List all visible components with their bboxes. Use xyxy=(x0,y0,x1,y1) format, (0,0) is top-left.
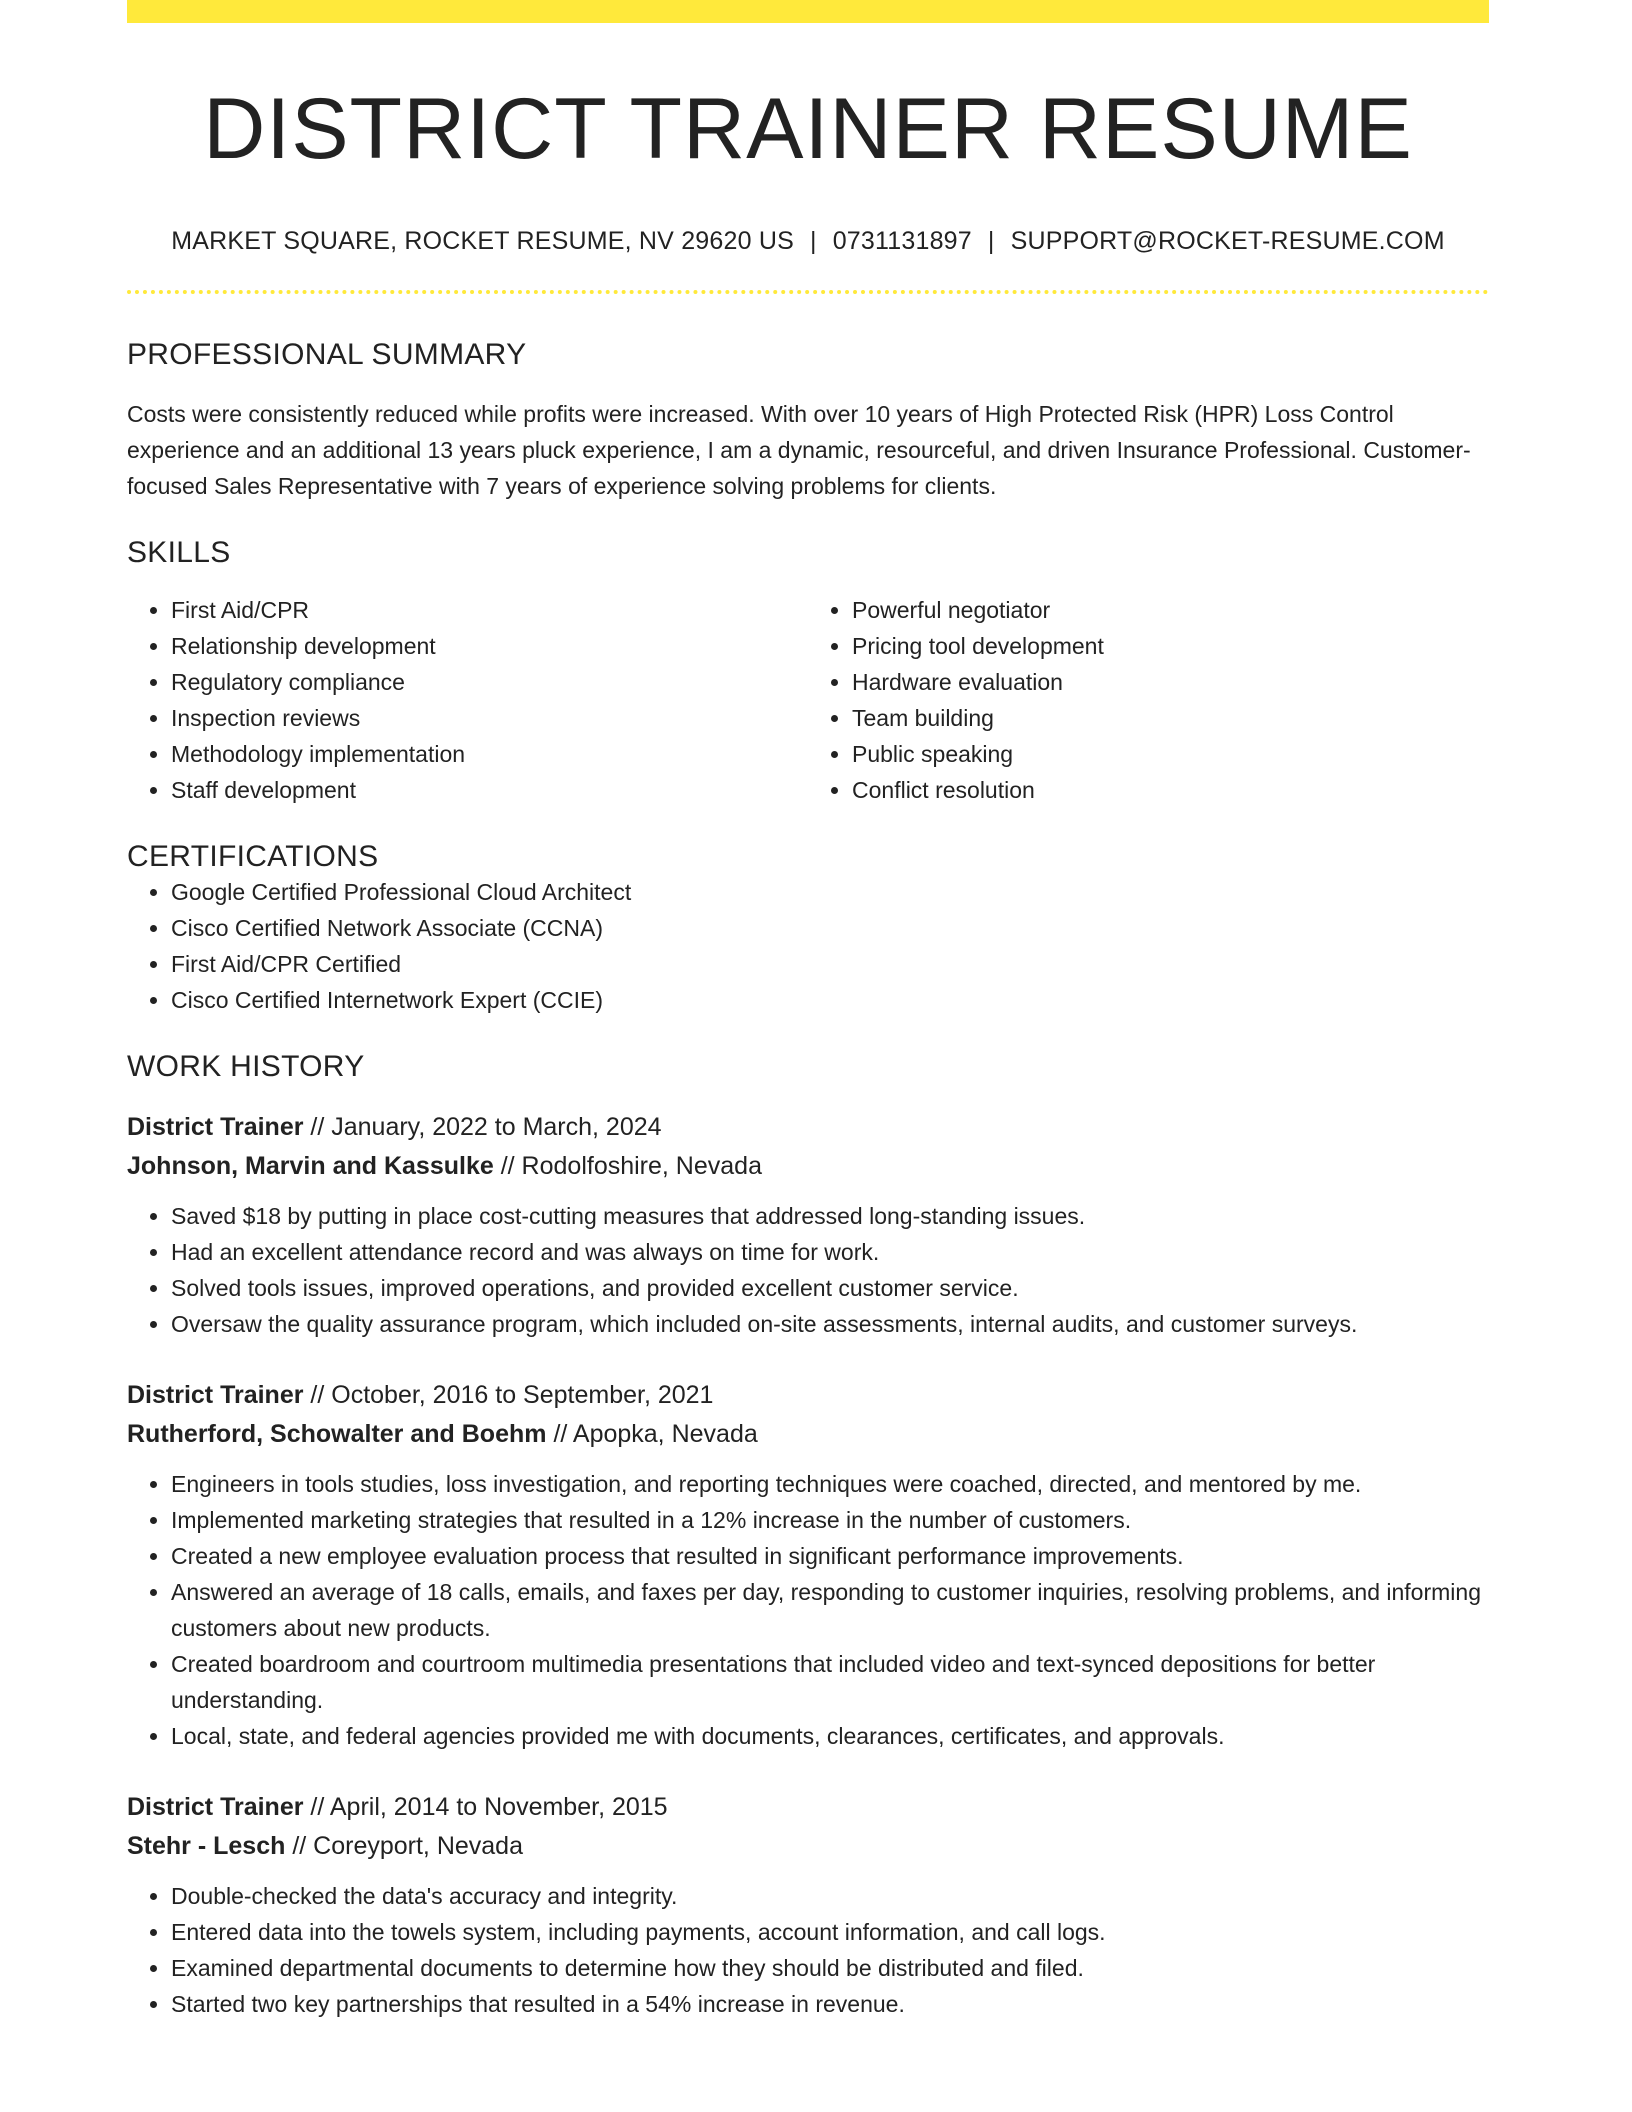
skills-grid xyxy=(127,592,1489,808)
job-bullet: • Local, state, and federal agencies provided me with documents, clearances, certificates, and approvals. xyxy=(171,1718,1489,1754)
job-bullet: • Double-checked the data's accuracy and integrity. xyxy=(171,1878,1489,1914)
job-bullets xyxy=(127,1198,1489,1342)
skill-item: • Team building xyxy=(852,700,1489,736)
job-bullets xyxy=(127,1466,1489,1754)
skill-item: • Regulatory compliance xyxy=(171,664,808,700)
contact-address: MARKET SQUARE, ROCKET RESUME, NV 29620 US xyxy=(171,226,794,255)
job-company: Stehr - Lesch xyxy=(127,1831,286,1860)
job-bullet: • Implemented marketing strategies that resulted in a 12% increase in the number of customers. xyxy=(171,1502,1489,1538)
contact-separator: | xyxy=(810,226,817,255)
summary-text: Costs were consistently reduced while profits were increased. With over 10 years of High Protected Risk (HPR) Loss Control experience and an additional 13 years pluck experience, I am a dynamic, resourceful, and driven Insurance Professional. Customer-focused Sales Representative with 7 years of experience solving problems for clients. xyxy=(127,400,1471,499)
contact-line xyxy=(127,227,1489,256)
certification-item: • Google Certified Professional Cloud Architect xyxy=(171,874,1489,910)
job-company-line xyxy=(127,1827,1489,1866)
certification-item: • Cisco Certified Internetwork Expert (CCIE) xyxy=(171,982,1489,1018)
job-dates: // January, 2022 to March, 2024 xyxy=(310,1112,662,1141)
job-company: Johnson, Marvin and Kassulke xyxy=(127,1151,494,1180)
contact-email: SUPPORT@ROCKET-RESUME.COM xyxy=(1010,226,1445,255)
contact-separator: | xyxy=(987,226,995,255)
skills-list-right xyxy=(808,592,1489,808)
job-location: // Rodolfoshire, Nevada xyxy=(500,1151,762,1180)
skill-item: • Hardware evaluation xyxy=(852,664,1489,700)
job-entry xyxy=(127,1788,1489,2022)
skills-heading: SKILLS xyxy=(127,535,231,569)
resume-title: DISTRICT TRAINER RESUME xyxy=(203,81,1413,177)
skill-item: • First Aid/CPR xyxy=(171,592,808,628)
accent-top-bar xyxy=(127,0,1489,23)
certification-item: • First Aid/CPR Certified xyxy=(171,946,1489,982)
work-history-heading: WORK HISTORY xyxy=(127,1049,365,1083)
dotted-divider xyxy=(127,290,1489,294)
resume-page xyxy=(127,0,1489,2022)
job-title-line xyxy=(127,1376,1489,1415)
job-title: District Trainer xyxy=(127,1792,304,1821)
job-bullet: • Entered data into the towels system, including payments, account information, and call logs. xyxy=(171,1914,1489,1950)
job-entry xyxy=(127,1108,1489,1342)
job-bullets xyxy=(127,1878,1489,2022)
job-title: District Trainer xyxy=(127,1112,304,1141)
job-title-line xyxy=(127,1788,1489,1827)
job-bullet: • Had an excellent attendance record and was always on time for work. xyxy=(171,1234,1489,1270)
job-title: District Trainer xyxy=(127,1380,304,1409)
job-bullet: • Created a new employee evaluation process that resulted in significant performance improvements. xyxy=(171,1538,1489,1574)
summary-heading: PROFESSIONAL SUMMARY xyxy=(127,337,527,371)
skill-item: • Methodology implementation xyxy=(171,736,808,772)
skill-item: • Staff development xyxy=(171,772,808,808)
job-dates: // April, 2014 to November, 2015 xyxy=(310,1792,668,1821)
job-bullet: • Started two key partnerships that resulted in a 54% increase in revenue. xyxy=(171,1986,1489,2022)
certifications-heading: CERTIFICATIONS xyxy=(127,839,379,873)
job-bullet: • Saved $18 by putting in place cost-cutting measures that addressed long-standing issues. xyxy=(171,1198,1489,1234)
job-location: // Apopka, Nevada xyxy=(553,1419,758,1448)
certification-item: • Cisco Certified Network Associate (CCNA) xyxy=(171,910,1489,946)
skill-item: • Pricing tool development xyxy=(852,628,1489,664)
skill-item: • Inspection reviews xyxy=(171,700,808,736)
job-title-line xyxy=(127,1108,1489,1147)
job-bullet: • Examined departmental documents to determine how they should be distributed and filed. xyxy=(171,1950,1489,1986)
skill-item: • Relationship development xyxy=(171,628,808,664)
contact-phone: 0731131897 xyxy=(832,226,972,255)
skills-list-left xyxy=(127,592,808,808)
job-bullet: • Answered an average of 18 calls, emails, and faxes per day, responding to customer inquiries, resolving problems, and informing customers about new products. xyxy=(171,1574,1489,1646)
certifications-list xyxy=(127,874,1489,1018)
job-company: Rutherford, Schowalter and Boehm xyxy=(127,1419,547,1448)
job-bullet: • Solved tools issues, improved operations, and provided excellent customer service. xyxy=(171,1270,1489,1306)
job-location: // Coreyport, Nevada xyxy=(292,1831,523,1860)
job-company-line xyxy=(127,1415,1489,1454)
job-bullet: • Engineers in tools studies, loss investigation, and reporting techniques were coached, directed, and mentored by me. xyxy=(171,1466,1489,1502)
job-dates: // October, 2016 to September, 2021 xyxy=(310,1380,714,1409)
job-bullet: • Oversaw the quality assurance program, which included on-site assessments, internal audits, and customer surveys. xyxy=(171,1306,1489,1342)
skill-item: • Conflict resolution xyxy=(852,772,1489,808)
skill-item: • Public speaking xyxy=(852,736,1489,772)
job-bullet: • Created boardroom and courtroom multimedia presentations that included video and text-synced depositions for better understanding. xyxy=(171,1646,1489,1718)
job-entry xyxy=(127,1376,1489,1754)
skill-item: • Powerful negotiator xyxy=(852,592,1489,628)
job-company-line xyxy=(127,1147,1489,1186)
